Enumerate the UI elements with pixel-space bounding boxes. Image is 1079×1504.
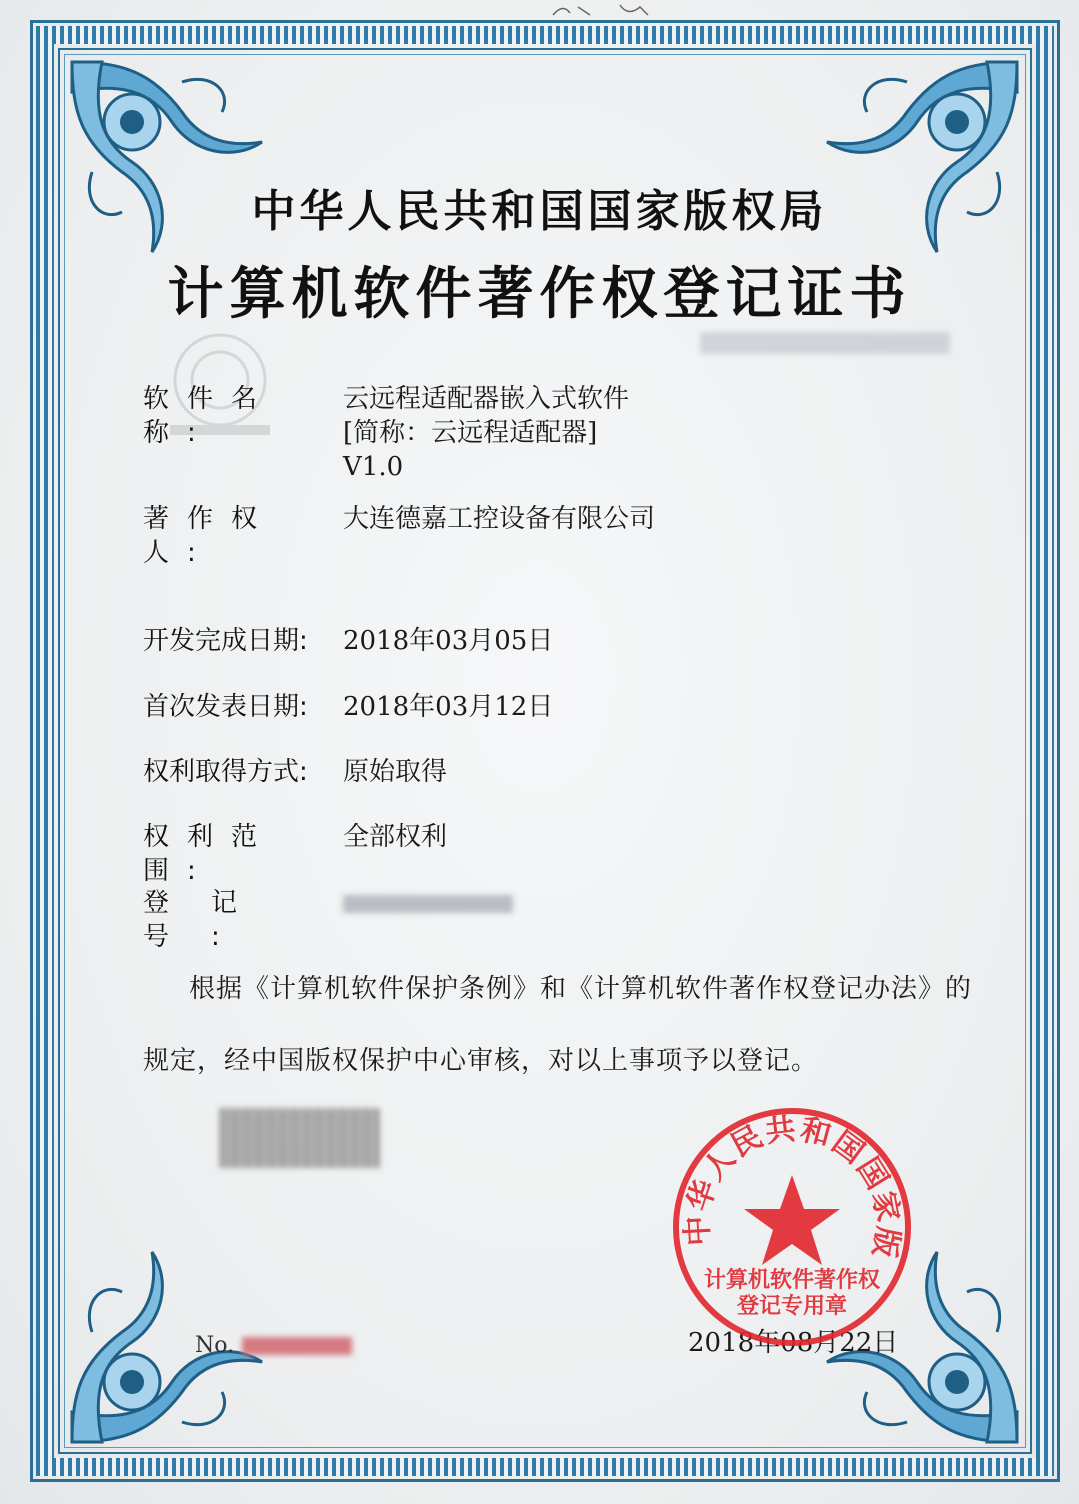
owner-row bbox=[143, 502, 655, 570]
official-seal bbox=[670, 1105, 915, 1350]
acquire-label: 权利取得方式: bbox=[143, 757, 308, 787]
seal-star-icon bbox=[744, 1175, 840, 1265]
redacted-reg-no bbox=[343, 895, 513, 913]
scope-value: 全部权利 bbox=[343, 822, 448, 852]
publish-date-value: 2018年03月12日 bbox=[343, 692, 554, 722]
redacted-certificate-number bbox=[700, 332, 950, 354]
dev-date-row bbox=[143, 624, 553, 658]
software-name: 云远程适配器嵌入式软件 bbox=[343, 384, 630, 414]
reg-no-label: 登记号: bbox=[143, 888, 280, 952]
serial-prefix: No. bbox=[195, 1333, 235, 1358]
statement-line-1: 根据《计算机软件保护条例》和《计算机软件著作权登记办法》的 bbox=[189, 974, 973, 1004]
serial-number bbox=[195, 1333, 352, 1358]
seal-outer-text: 中华人民共和国国家版 bbox=[679, 1111, 906, 1263]
dev-date-label: 开发完成日期: bbox=[143, 626, 308, 656]
owner-label: 著作权人: bbox=[143, 504, 276, 568]
reg-no-row bbox=[143, 886, 513, 954]
issuer-title: 中华人民共和国国家版权局 bbox=[251, 186, 828, 237]
software-version: V1.0 bbox=[343, 452, 404, 482]
software-name-label: 软件名称: bbox=[143, 384, 276, 448]
certificate-title: 计算机软件著作权登记证书 bbox=[167, 262, 912, 327]
scope-label: 权利范围: bbox=[143, 822, 276, 886]
owner-value: 大连德嘉工控设备有限公司 bbox=[343, 504, 656, 534]
scope-row bbox=[143, 820, 447, 888]
publish-date-label: 首次发表日期: bbox=[143, 692, 308, 722]
software-short-name: [简称：云远程适配器] bbox=[343, 418, 598, 448]
software-name-row bbox=[143, 382, 629, 484]
seal-inner-line1: 计算机软件著作权 bbox=[703, 1268, 881, 1293]
redacted-barcode bbox=[220, 1108, 380, 1168]
statement-line-2: 规定，经中国版权保护中心审核，对以上事项予以登记。 bbox=[143, 1046, 819, 1076]
publish-date-row bbox=[143, 690, 553, 724]
seal-inner-line2: 登记专用章 bbox=[736, 1294, 848, 1319]
dev-date-value: 2018年03月05日 bbox=[343, 626, 554, 656]
redacted-serial bbox=[242, 1337, 352, 1355]
acquire-value: 原始取得 bbox=[343, 757, 448, 787]
issue-date: 2018年08月22日 bbox=[688, 1328, 899, 1358]
acquire-row bbox=[143, 755, 447, 789]
